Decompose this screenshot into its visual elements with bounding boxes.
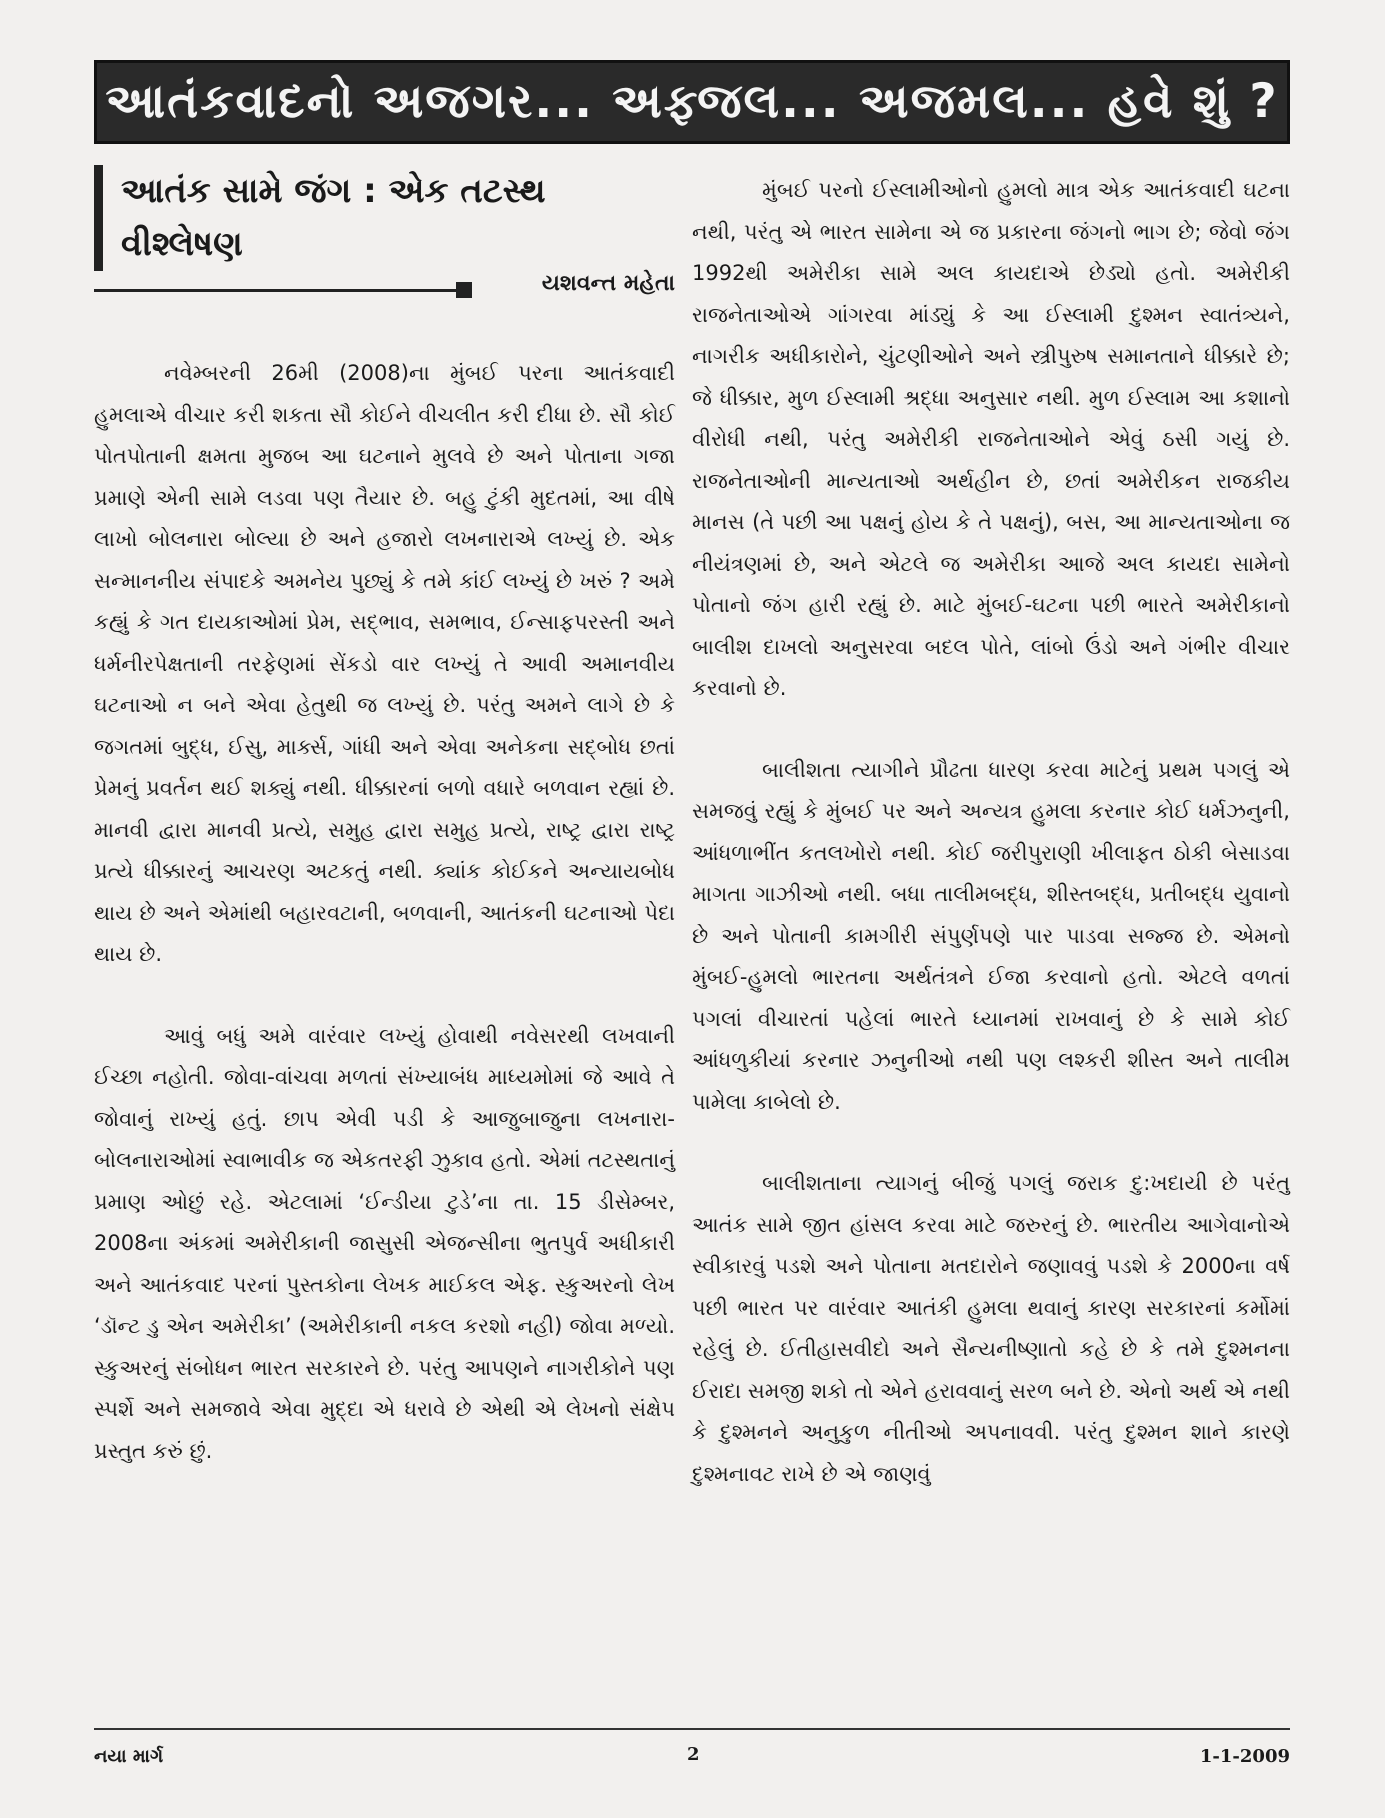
article-title: આતંક સામે જંગ : એક તટસ્થ વીશ્લેષણ [94,165,675,271]
author-byline: યશવન્ત મહેતા [541,271,675,296]
left-paragraph-2: આવું બધું અમે વારંવાર લખ્યું હોવાથી નવેસરથી લખવાની ઈચ્છા નહોતી. જોવા-વાંચવા મળતાં સંખ્યાબંધ માધ્યમોમાં જે આવે તે જોવાનું રાખ્યું હતું. છાપ એવી પડી કે આજુબાજુના લખનારા-બોલનારાઓમાં સ્વાભાવીક જ એકતરફી ઝુકાવ હતો. એમાં તટસ્થતાનું પ્રમાણ ઓછું રહે. એટલામાં ‘ઈન્ડીયા ટુડે’ના તા. 15 ડીસેમ્બર, 2008ના અંકમાં અમેરીકાની જાસુસી એજન્સીના ભુતપુર્વ અધીકારી અને આતંકવાદ પરનાં પુસ્તકોના લેખક માઈકલ એફ. સ્કુઅરનો લેખ ‘ડૉન્ટ ડુ એન અમેરીકા’ (અમેરીકાની નકલ કરશો નહી) જોવા મળ્યો. સ્કુઅરનું સંબોધન ભારત સરકારને છે. પરંતુ આપણને નાગરીકોને પણ સ્પર્શે અને સમજાવે એવા મુદ્દા એ ધરાવે છે એથી એ લેખનો સંક્ષેપ પ્રસ્તુત કરું છું. [94,1023,675,1463]
byline-square-icon [456,282,472,298]
publication-name: નયા માર્ગ [94,1746,164,1767]
right-column [692,170,1290,1495]
left-column [94,165,675,1472]
issue-date: 1-1-2009 [1199,1746,1290,1767]
right-paragraph-3: બાલીશતાના ત્યાગનું બીજું પગલું જરાક દુ:ખદાયી છે પરંતુ આતંક સામે જીત હાંસલ કરવા માટે જરુરનું છે. ભારતીય આગેવાનોએ સ્વીકારવું પડશે અને પોતાના મતદારોને જણાવવું પડશે કે 2000ના વર્ષ પછી ભારત પર વારંવાર આતંકી હુમલા થવાનું કારણ સરકારનાં કર્મોમાં રહેલું છે. ઈતીહાસવીદો અને સૈન્યનીષ્ણાતો કહે છે કે તમે દુશ્મનના ઈરાદા સમજી શકો તો એને હરાવવાનું સરળ બને છે. એનો અર્થ એ નથી કે દુશ્મનને અનુકુળ નીતીઓ અપનાવવી. પરંતુ દુશ્મન શાને કારણે દુશ્મનાવટ રાખે છે એ જાણવું [692,1171,1290,1486]
byline-rule [94,289,469,292]
right-paragraph-1: મુંબઈ પરનો ઈસ્લામીઓનો હુમલો માત્ર એક આતંકવાદી ઘટના નથી, પરંતુ એ ભારત સામેના એ જ પ્રકારના જંગનો ભાગ છે; જેવો જંગ 1992થી અમેરીકા સામે અલ કાયદાએ છેડ્યો હતો. અમેરીકી રાજનેતાઓએ ગાંગરવા માંડ્યું કે આ ઈસ્લામી દુશ્મન સ્વાતંત્ર્યને, નાગરીક અધીકારોને, ચુંટણીઓને અને સ્ત્રીપુરુષ સમાનતાને ધીક્કારે છે; જે ધીક્કાર, મુળ ઈસ્લામી શ્રદ્ધા અનુસાર નથી. મુળ ઈસ્લામ આ કશાનો વીરોધી નથી, પરંતુ અમેરીકી રાજનેતાઓને એવું ઠસી ગયું છે. રાજનેતાઓની માન્યતાઓ અર્થહીન છે, છતાં અમેરીકન રાજકીય માનસ (તે પછી આ પક્ષનું હોય કે તે પક્ષનું), બસ, આ માન્યતાઓના જ નીયંત્રણમાં છે, અને એટલે જ અમેરીકા આજે અલ કાયદા સામેનો પોતાનો જંગ હારી રહ્યું છે. માટે મુંબઈ-ઘટના પછી ભારતે અમેરીકાનો બાલીશ દાખલો અનુસરવા બદલ પોતે, લાંબો ઉંડો અને ગંભીર વીચાર કરવાનો છે. [692,178,1290,700]
banner-title: આતંકવાદનો અજગર... અફ્જલ... અજમલ... હવે શું ? [94,60,1290,144]
left-paragraph-1: નવેમ્બરની 26મી (2008)ના મુંબઈ પરના આતંકવાદી હુમલાએ વીચાર કરી શકતા સૌ કોઈને વીચલીત કરી દીધા છે. સૌ કોઈ પોતપોતાની ક્ષમતા મુજબ આ ઘટનાને મુલવે છે અને પોતાના ગજા પ્રમાણે એની સામે લડવા પણ તૈયાર છે. બહુ ટુંકી મુદતમાં, આ વીષે લાખો બોલનારા બોલ્યા છે અને હજારો લખનારાએ લખ્યું છે. એક સન્માનનીય સંપાદકે અમનેય પુછ્યું કે તમે કાંઈ લખ્યું છે ખરું ? અમે કહ્યું કે ગત દાયકાઓમાં પ્રેમ, સદ્‌ભાવ, સમભાવ, ઈન્સાફપરસ્તી અને ધર્મનીરપેક્ષતાની તરફેણમાં સેંકડો વાર લખ્યું તે આવી અમાનવીય ઘટનાઓ ન બને એવા હેતુથી જ લખ્યું છે. પરંતુ અમને લાગે છે કે જગતમાં બુદ્ધ, ઈસુ, માર્ક્સ, ગાંધી અને એવા અનેકના સદ્‌બોધ છતાં પ્રેમનું પ્રવર્તન થઈ શક્યું નથી. ધીક્કારનાં બળો વધારે બળવાન રહ્યાં છે. માનવી દ્વારા માનવી પ્રત્યે, સમુહ દ્વારા સમુહ પ્રત્યે, રાષ્ટ્ર દ્વારા રાષ્ટ્ર પ્રત્યે ધીક્કારનું આચરણ અટકતું નથી. ક્યાંક કોઈકને અન્યાયબોધ થાય છે અને એમાંથી બહારવટાની, બળવાની, આતંકની ઘટનાઓ પેદા થાય છે. [94,361,675,966]
page-number: 2 [687,1744,700,1765]
page-footer [94,1728,1290,1770]
right-paragraph-2: બાલીશતા ત્યાગીને પ્રૌઢતા ધારણ કરવા માટેનું પ્રથમ પગલું એ સમજવું રહ્યું કે મુંબઈ પર અને અન્યત્ર હુમલા કરનાર કોઈ ધર્મઝનુની, આંધળાભીંત કતલખોરો નથી. કોઈ જરીપુરાણી ખીલાફત ઠોકી બેસાડવા માગતા ગાઝીઓ નથી. બધા તાલીમબદ્ધ, શીસ્તબદ્ધ, પ્રતીબદ્ધ યુવાનો છે અને પોતાની કામગીરી સંપુર્ણપણે પાર પાડવા સજ્જ છે. એમનો મુંબઈ-હુમલો ભારતના અર્થતંત્રને ઈજા કરવાનો હતો. એટલે વળતાં પગલાં વીચારતાં પહેલાં ભારતે ધ્યાનમાં રાખવાનું છે કે સામે કોઈ આંધળુકીયાં કરનાર ઝનુનીઓ નથી પણ લશ્કરી શીસ્ત અને તાલીમ પામેલા કાબેલો છે. [692,757,1290,1114]
byline-row [94,271,675,323]
